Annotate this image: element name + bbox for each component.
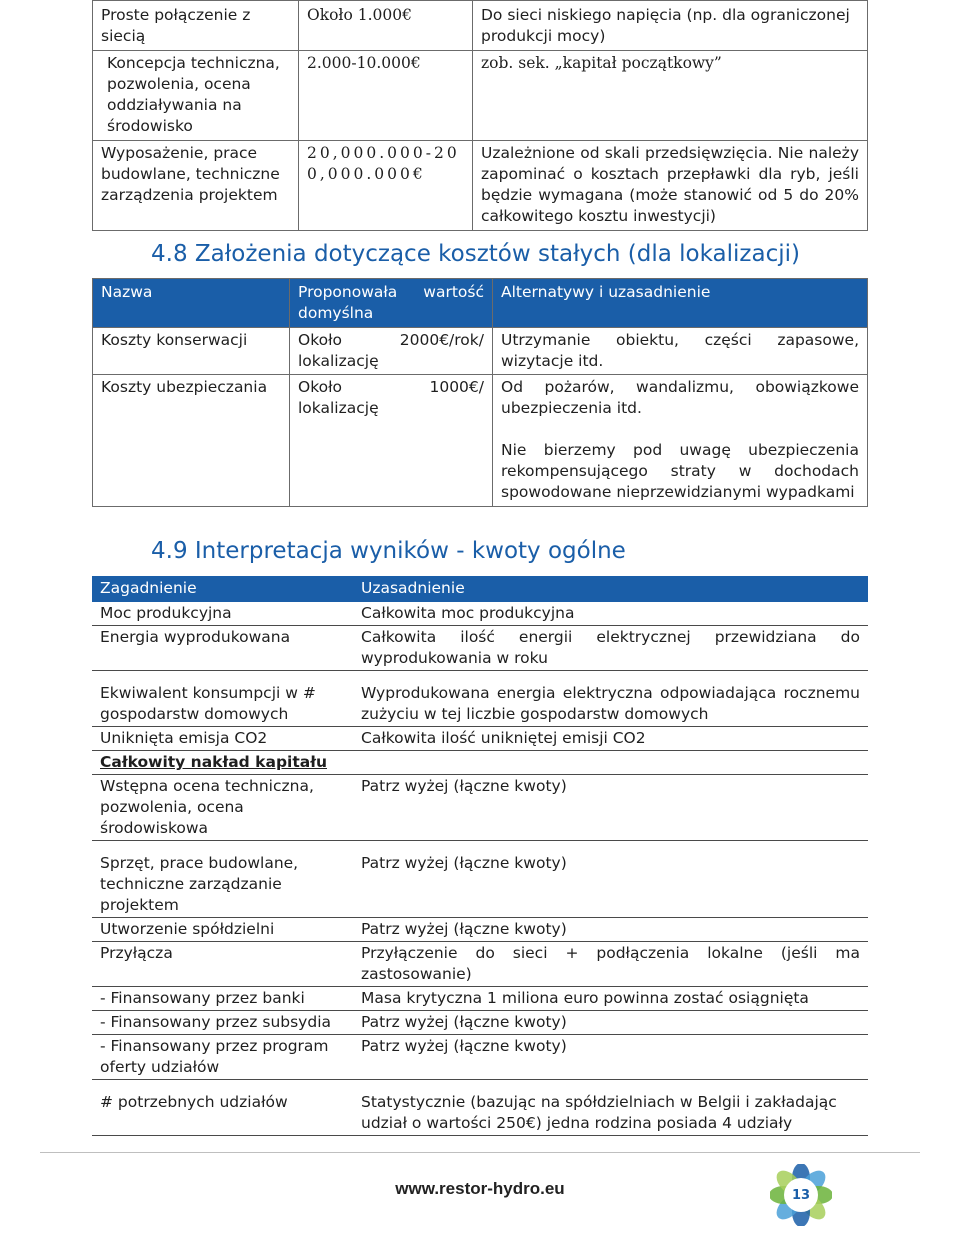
cost-alternatives: Od pożarów, wandalizmu, obowiązkowe ubezpieczenia itd. Nie bierzemy pod uwagę ubezpieczenia rekompensującego straty w dochodach spowodowane nieprzewidzianymi wypadkami	[493, 375, 868, 507]
column-header: Zagadnienie	[92, 576, 353, 602]
cost-note: zob. sek. „kapitał początkowy”	[473, 51, 868, 141]
reason: Całkowita moc produkcyjna	[353, 602, 868, 626]
page-number: 13	[791, 1187, 811, 1203]
table-row	[92, 775, 868, 841]
reason: Patrz wyżej (łączne kwoty)	[353, 918, 868, 942]
cost-item: Koncepcja techniczna, pozwolenia, ocena oddziaływania na środowisko	[93, 51, 299, 141]
table-row	[92, 841, 868, 918]
column-header: Nazwa	[93, 279, 290, 328]
cost-overview-table	[92, 0, 868, 231]
cost-item: Proste połączenie z siecią	[93, 1, 299, 51]
section-title-4-8: 4.8 Założenia dotyczące kosztów stałych (dla lokalizacji)	[151, 241, 800, 267]
topic: Ekwiwalent konsumpcji w # gospodarstw domowych	[92, 671, 353, 727]
topic: Utworzenie spółdzielni	[92, 918, 353, 942]
table-row	[92, 942, 868, 987]
table-row	[92, 751, 868, 775]
table-row	[92, 987, 868, 1011]
table-row	[93, 51, 868, 141]
footer-url: www.restor-hydro.eu	[395, 1179, 565, 1198]
fixed-costs-table	[92, 278, 868, 507]
topic: Uniknięta emisja CO2	[92, 727, 353, 751]
table-header-row	[92, 576, 868, 602]
reason: Patrz wyżej (łączne kwoty)	[353, 841, 868, 918]
cost-name: Koszty ubezpieczania	[93, 375, 290, 507]
table-row	[93, 1, 868, 51]
table-row	[92, 1080, 868, 1136]
reason: Całkowita ilość unikniętej emisji CO2	[353, 727, 868, 751]
reason: Przyłączenie do sieci + podłączenia lokalne (jeśli ma zastosowanie)	[353, 942, 868, 987]
reason: Patrz wyżej (łączne kwoty)	[353, 1035, 868, 1080]
reason: Wyprodukowana energia elektryczna odpowiadająca rocznemu zużyciu w tej liczbie gospodarstw domowych	[353, 671, 868, 727]
topic: - Finansowany przez banki	[92, 987, 353, 1011]
column-header: Proponowała wartość domyślna	[290, 279, 493, 328]
cost-amount: Około 1.000€	[299, 1, 473, 51]
reason: Całkowita ilość energii elektrycznej przewidziana do wyprodukowania w roku	[353, 626, 868, 671]
reason	[353, 751, 868, 775]
topic: Energia wyprodukowana	[92, 626, 353, 671]
cost-note: Do sieci niskiego napięcia (np. dla ograniczonej produkcji mocy)	[473, 1, 868, 51]
cost-amount: 2.000-10.000€	[299, 51, 473, 141]
table-header-row	[93, 279, 868, 328]
table-row	[93, 141, 868, 231]
reason: Patrz wyżej (łączne kwoty)	[353, 1011, 868, 1035]
interpretation-table	[92, 576, 868, 1136]
reason: Statystycznie (bazując na spółdzielniach w Belgii i zakładając udział o wartości 250€) jedna rodzina posiada 4 udziały	[353, 1080, 868, 1136]
table-row	[92, 918, 868, 942]
topic: Wstępna ocena techniczna, pozwolenia, ocena środowiskowa	[92, 775, 353, 841]
column-header: Alternatywy i uzasadnienie	[493, 279, 868, 328]
table-row	[92, 1035, 868, 1080]
cost-amount: 20,000.000-200,000.000€	[299, 141, 473, 231]
cost-value: Około 2000€/rok/ lokalizację	[290, 328, 493, 375]
reason: Patrz wyżej (łączne kwoty)	[353, 775, 868, 841]
cost-value: Około 1000€/ lokalizację	[290, 375, 493, 507]
table-row	[93, 328, 868, 375]
cost-alternatives: Utrzymanie obiektu, części zapasowe, wizytacje itd.	[493, 328, 868, 375]
section-title-4-9: 4.9 Interpretacja wyników - kwoty ogólne	[151, 538, 626, 564]
topic: # potrzebnych udziałów	[92, 1080, 353, 1136]
topic: Przyłącza	[92, 942, 353, 987]
reason: Masa krytyczna 1 miliona euro powinna zostać osiągnięta	[353, 987, 868, 1011]
table-row	[92, 626, 868, 671]
topic: Moc produkcyjna	[92, 602, 353, 626]
table-row	[93, 375, 868, 507]
cost-item: Wyposażenie, prace budowlane, techniczne zarządzenia projektem	[93, 141, 299, 231]
topic: Całkowity nakład kapitału	[92, 751, 353, 775]
table-row	[92, 602, 868, 626]
table-row	[92, 727, 868, 751]
table-row	[92, 1011, 868, 1035]
topic: Sprzęt, prace budowlane, techniczne zarządzanie projektem	[92, 841, 353, 918]
column-header: Uzasadnienie	[353, 576, 868, 602]
cost-note: Uzależnione od skali przedsięwzięcia. Nie należy zapominać o kosztach przepławki dla ryb, jeśli będzie wymagana (może stanowić od 5 do 20% całkowitego kosztu inwestycji)	[473, 141, 868, 231]
cost-name: Koszty konserwacji	[93, 328, 290, 375]
topic: - Finansowany przez subsydia	[92, 1011, 353, 1035]
topic: - Finansowany przez program oferty udziałów	[92, 1035, 353, 1080]
footer-divider	[40, 1152, 920, 1153]
table-row	[92, 671, 868, 727]
